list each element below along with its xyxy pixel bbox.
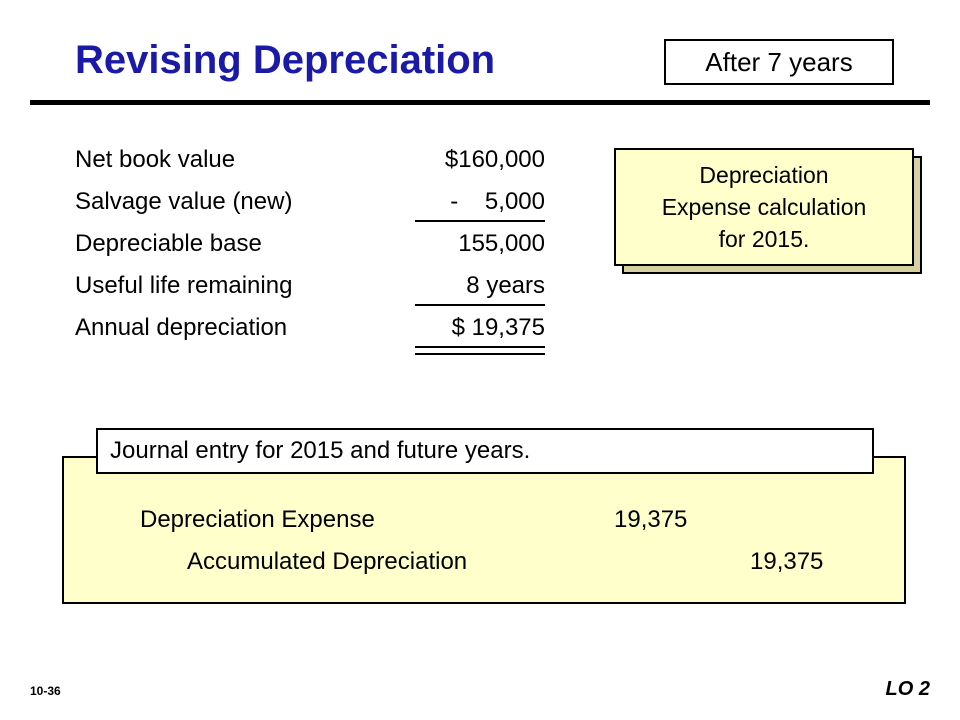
calc-value: $ 19,375	[451, 314, 545, 341]
credit-amount: 19,375	[750, 548, 824, 575]
credit-account: Accumulated Depreciation	[187, 548, 468, 575]
callout-line: Expense calculation	[661, 194, 867, 220]
calc-row-net-book-value	[75, 146, 545, 178]
calc-label: Net book value	[75, 146, 236, 173]
double-rule-bottom	[415, 353, 545, 355]
debit-amount: 19,375	[614, 506, 688, 533]
calc-value: - 5,000	[450, 188, 545, 215]
calc-label: Salvage value (new)	[75, 188, 293, 215]
callout-line: Depreciation	[699, 162, 829, 188]
calc-label: Useful life remaining	[75, 272, 293, 299]
calc-value: 8 years	[466, 272, 545, 299]
calc-label: Annual depreciation	[75, 314, 288, 341]
calc-row-annual-depreciation	[75, 314, 545, 346]
calc-row-salvage-value	[75, 188, 545, 220]
debit-account: Depreciation Expense	[140, 506, 375, 533]
calc-value: 155,000	[458, 230, 545, 257]
calc-label: Depreciable base	[75, 230, 262, 257]
calc-row-useful-life	[75, 272, 545, 304]
title-divider	[30, 100, 930, 105]
calculation-callout	[614, 148, 914, 266]
callout-line: for 2015.	[718, 226, 810, 252]
learning-objective: LO 2	[885, 678, 930, 700]
after-years-badge: After 7 years	[664, 39, 894, 85]
subtotal-rule	[415, 220, 545, 222]
slide-title: Revising Depreciation	[75, 38, 496, 82]
slide-number: 10-36	[30, 684, 61, 698]
journal-header: Journal entry for 2015 and future years.	[96, 428, 874, 474]
calc-value: $160,000	[444, 146, 545, 173]
double-rule-top	[415, 346, 545, 348]
divisor-rule	[415, 304, 545, 306]
calc-row-depreciable-base	[75, 230, 545, 262]
